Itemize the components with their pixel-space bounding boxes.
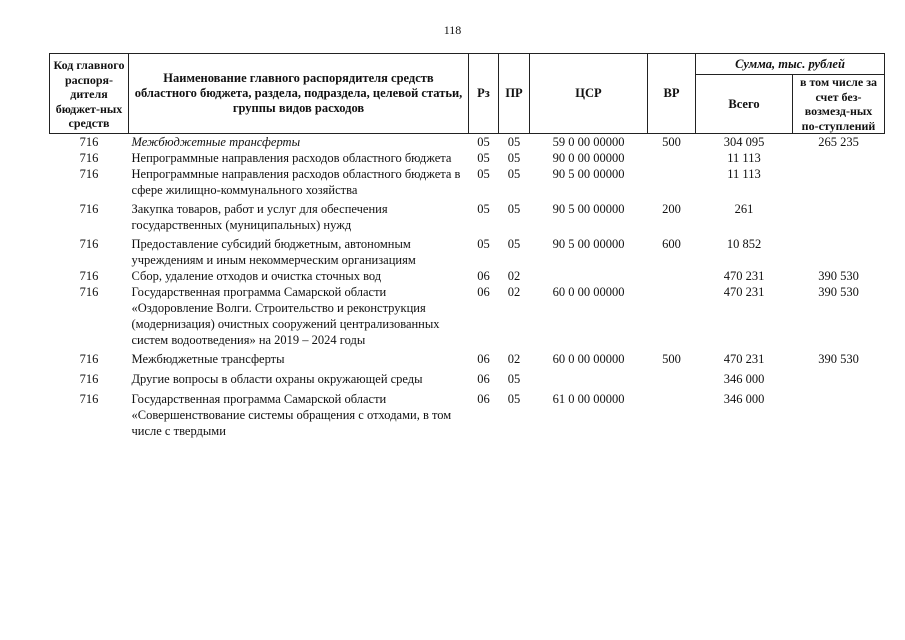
header-sum: Сумма, тыс. рублей bbox=[696, 54, 885, 75]
cell-csr: 90 5 00 00000 bbox=[552, 167, 625, 181]
cell-total: 346 000 bbox=[723, 372, 765, 386]
cell-pr: 05 bbox=[507, 151, 521, 165]
page-number: 118 bbox=[443, 23, 462, 37]
cell-csr: 59 0 00 00000 bbox=[552, 135, 625, 149]
cell-pr: 02 bbox=[507, 269, 521, 283]
cell-incl: 390 530 bbox=[818, 352, 859, 366]
cell-pr: 05 bbox=[507, 237, 521, 251]
cell-total: 10 852 bbox=[726, 237, 762, 251]
cell-csr: 60 0 00 00000 bbox=[552, 352, 625, 366]
cell-name: Предоставление субсидий бюджетным, автономным учреждениям и иным некоммерческим организациям bbox=[131, 237, 416, 267]
cell-name: Закупка товаров, работ и услуг для обеспечения государственных (муниципальных) нужд bbox=[131, 202, 388, 232]
cell-csr bbox=[530, 268, 648, 284]
cell-rz: 06 bbox=[477, 269, 490, 283]
cell-name: Государственная программа Самарской области «Оздоровление Волги. Строительство и реконструкция (модернизация) очистных сооружений централизованных систем водоотведения» на 2019 – 2024 годы bbox=[131, 285, 440, 347]
cell-rz: 05 bbox=[477, 237, 490, 251]
header-name: Наименование главного распорядителя средств областного бюджета, раздела, подраздела, целевой статьи, группы видов расходов bbox=[129, 54, 469, 134]
cell-pr: 05 bbox=[507, 202, 521, 216]
budget-table bbox=[49, 53, 885, 439]
cell-total: 346 000 bbox=[723, 392, 765, 406]
cell-csr: 90 5 00 00000 bbox=[552, 202, 625, 216]
header-total: Всего bbox=[696, 75, 793, 134]
cell-pr: 05 bbox=[507, 392, 521, 406]
cell-rz: 06 bbox=[477, 372, 490, 386]
cell-pr: 05 bbox=[507, 372, 521, 386]
cell-code: 716 bbox=[79, 202, 99, 216]
cell-incl bbox=[793, 387, 885, 439]
table-row bbox=[50, 150, 885, 166]
table-body bbox=[50, 134, 885, 440]
cell-vr: 600 bbox=[662, 237, 681, 251]
table-row bbox=[50, 198, 885, 233]
cell-pr: 02 bbox=[507, 285, 521, 299]
cell-incl bbox=[793, 233, 885, 268]
cell-rz: 05 bbox=[477, 135, 490, 149]
cell-incl bbox=[793, 367, 885, 387]
header-incl: в том числе за счет без-возмезд-ных по-ступлений bbox=[793, 75, 885, 134]
table-row bbox=[50, 348, 885, 367]
cell-total: 304 095 bbox=[723, 135, 765, 149]
cell-vr bbox=[648, 166, 696, 198]
cell-name: Межбюджетные трансферты bbox=[131, 352, 285, 366]
cell-rz: 06 bbox=[477, 392, 490, 406]
header-rz: Рз bbox=[469, 54, 499, 134]
cell-total: 261 bbox=[734, 202, 754, 216]
cell-vr: 500 bbox=[662, 352, 681, 366]
cell-vr bbox=[648, 387, 696, 439]
cell-name: Сбор, удаление отходов и очистка сточных вод bbox=[131, 269, 382, 283]
cell-incl: 390 530 bbox=[818, 285, 859, 299]
cell-incl: 390 530 bbox=[818, 269, 859, 283]
cell-rz: 05 bbox=[477, 202, 490, 216]
cell-code: 716 bbox=[79, 352, 99, 366]
cell-csr: 90 0 00 00000 bbox=[552, 151, 625, 165]
cell-code: 716 bbox=[79, 237, 99, 251]
header-code: Код главного распоря-дителя бюджет-ных средств bbox=[50, 54, 129, 134]
cell-csr: 61 0 00 00000 bbox=[552, 392, 625, 406]
cell-vr bbox=[648, 367, 696, 387]
table-row bbox=[50, 284, 885, 348]
cell-rz: 06 bbox=[477, 285, 490, 299]
cell-total: 470 231 bbox=[723, 352, 765, 366]
cell-code: 716 bbox=[79, 392, 99, 406]
cell-code: 716 bbox=[79, 151, 99, 165]
cell-incl bbox=[793, 198, 885, 233]
cell-incl bbox=[793, 166, 885, 198]
table-row bbox=[50, 387, 885, 439]
cell-csr: 90 5 00 00000 bbox=[552, 237, 625, 251]
cell-name: Непрограммные направления расходов областного бюджета в сфере жилищно-коммунального хозяйства bbox=[131, 167, 461, 197]
table-row bbox=[50, 166, 885, 198]
cell-total: 11 113 bbox=[727, 167, 761, 181]
cell-incl: 265 235 bbox=[818, 135, 859, 149]
table-header bbox=[50, 54, 885, 134]
cell-code: 716 bbox=[79, 285, 99, 299]
cell-total: 470 231 bbox=[723, 285, 765, 299]
cell-incl bbox=[793, 150, 885, 166]
cell-code: 716 bbox=[79, 135, 99, 149]
table-row bbox=[50, 134, 885, 151]
header-vr: ВР bbox=[648, 54, 696, 134]
cell-csr: 60 0 00 00000 bbox=[552, 285, 625, 299]
cell-vr: 200 bbox=[662, 202, 681, 216]
cell-csr bbox=[530, 367, 648, 387]
cell-pr: 05 bbox=[507, 135, 521, 149]
cell-code: 716 bbox=[79, 167, 99, 181]
cell-rz: 06 bbox=[477, 352, 490, 366]
cell-pr: 02 bbox=[507, 352, 521, 366]
cell-rz: 05 bbox=[477, 151, 490, 165]
cell-vr bbox=[648, 150, 696, 166]
table-row bbox=[50, 233, 885, 268]
cell-vr: 500 bbox=[662, 135, 681, 149]
cell-name: Непрограммные направления расходов областного бюджета bbox=[131, 151, 452, 165]
table-row bbox=[50, 268, 885, 284]
header-csr: ЦСР bbox=[530, 54, 648, 134]
table-row bbox=[50, 367, 885, 387]
cell-name: Межбюджетные трансферты bbox=[131, 135, 301, 149]
cell-total: 11 113 bbox=[727, 151, 761, 165]
cell-vr bbox=[648, 284, 696, 348]
cell-rz: 05 bbox=[477, 167, 490, 181]
cell-name: Другие вопросы в области охраны окружающей среды bbox=[131, 372, 423, 386]
cell-code: 716 bbox=[79, 269, 99, 283]
cell-total: 470 231 bbox=[723, 269, 765, 283]
cell-pr: 05 bbox=[507, 167, 521, 181]
cell-vr bbox=[648, 268, 696, 284]
header-pr: ПР bbox=[499, 54, 530, 134]
cell-name: Государственная программа Самарской области «Совершенствование системы обращения с отходами, в том числе с твердыми bbox=[131, 392, 452, 438]
cell-code: 716 bbox=[79, 372, 99, 386]
